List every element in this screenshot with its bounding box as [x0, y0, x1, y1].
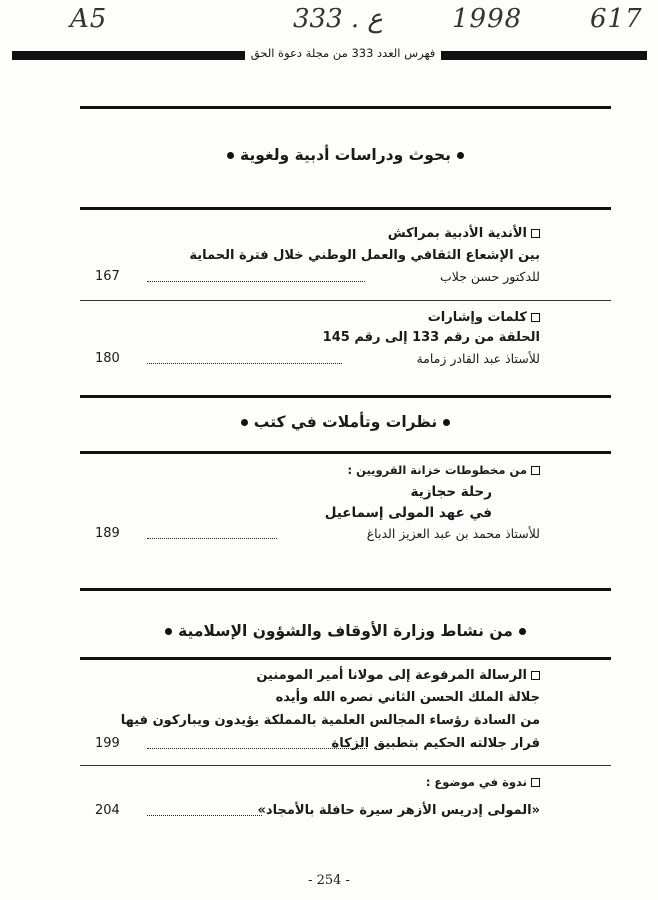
entry-author-row — [95, 269, 540, 287]
entry-divider — [80, 300, 611, 301]
entry-title: من مخطوطات خزانة القرويين : — [348, 463, 541, 477]
dot-leader — [147, 748, 367, 749]
entry-title: كلمات وإشارات — [428, 310, 540, 325]
dot-leader — [147, 538, 277, 539]
entry-title: الرسالة المرفوعة إلى مولانا أمير المومنين — [256, 668, 540, 683]
entry-page-number: 204 — [95, 803, 120, 818]
header-title: فهرس العدد 333 من مجلة دعوة الحق — [250, 46, 436, 60]
entry-author-row — [95, 803, 540, 821]
entry-page-number: 199 — [95, 736, 120, 751]
entry-page-number: 189 — [95, 526, 120, 541]
section-title-text: من نشاط وزارة الأوقاف والشؤون الإسلامية — [178, 622, 513, 640]
handwritten-issue-note: 333 . ع — [293, 4, 383, 34]
section-rule — [80, 451, 611, 454]
handwritten-year-note: 1998 — [452, 4, 523, 34]
bullet-icon — [227, 152, 234, 159]
checkbox-square-icon — [531, 466, 540, 475]
entry-subtitle: جلالة الملك الحسن الثاني نصره الله وأيده — [275, 690, 540, 705]
entry-author-row — [95, 351, 540, 369]
entry-divider — [80, 765, 611, 766]
section-rule — [80, 395, 611, 398]
entry-author: للأستاذ عبد القادر زمامة — [416, 351, 540, 366]
dot-leader — [147, 281, 365, 282]
bullet-icon — [519, 628, 526, 635]
section-rule — [80, 106, 611, 109]
section-rule — [80, 588, 611, 591]
entry-author: للأستاذ محمد بن عبد العزيز الدباغ — [366, 526, 540, 541]
checkbox-square-icon — [531, 778, 540, 787]
entry-title: الأندية الأدبية بمراكش — [388, 226, 540, 241]
entry-page-number: 180 — [95, 351, 120, 366]
entry-subtitle: «المولى إدريس الأزهر سيرة حافلة بالأمجاد» — [257, 803, 540, 818]
section-title-reflections-on-books — [80, 413, 611, 431]
section-title-literary-studies — [80, 146, 611, 164]
section-rule — [80, 657, 611, 660]
header-bar-left — [12, 51, 245, 60]
entry-subtitle: قرار جلالته الحكيم بتطبيق الزكاة — [331, 736, 540, 751]
entry-title: ندوة في موضوع : — [426, 775, 540, 789]
section-rule — [80, 207, 611, 210]
entry-author-row — [95, 526, 540, 544]
dot-leader — [147, 363, 342, 364]
footer-page-number: - 254 - — [308, 873, 350, 888]
entry-author: للدكتور حسن جلاب — [439, 269, 540, 284]
bullet-icon — [241, 419, 248, 426]
entry-subtitle: من السادة رؤساء المجالس العلمية بالمملكة يؤيدون ويباركون فيها — [120, 713, 540, 728]
handwritten-page-note: 617 — [590, 4, 643, 34]
entry-subtitle: الحلقة من رقم 133 إلى رقم 145 — [322, 330, 540, 345]
bullet-icon — [457, 152, 464, 159]
section-title-ministry-activities — [80, 622, 611, 640]
bullet-icon — [165, 628, 172, 635]
section-title-text: نظرات وتأملات في كتب — [253, 413, 438, 431]
section-title-text: بحوث ودراسات أدبية ولغوية — [240, 146, 451, 164]
checkbox-square-icon — [531, 229, 540, 238]
entry-subtitle: في عهد المولى إسماعيل — [324, 505, 492, 521]
entry-author-row — [95, 736, 540, 754]
dot-leader — [147, 815, 262, 816]
checkbox-square-icon — [531, 671, 540, 680]
handwritten-left-note: A5 — [70, 4, 108, 34]
entry-subtitle: رحلة حجازية — [410, 484, 492, 500]
bullet-icon — [443, 419, 450, 426]
header-bar-right — [441, 51, 647, 60]
entry-page-number: 167 — [95, 269, 120, 284]
checkbox-square-icon — [531, 313, 540, 322]
entry-subtitle: بين الإشعاع الثقافي والعمل الوطني خلال فترة الحماية — [189, 248, 540, 263]
